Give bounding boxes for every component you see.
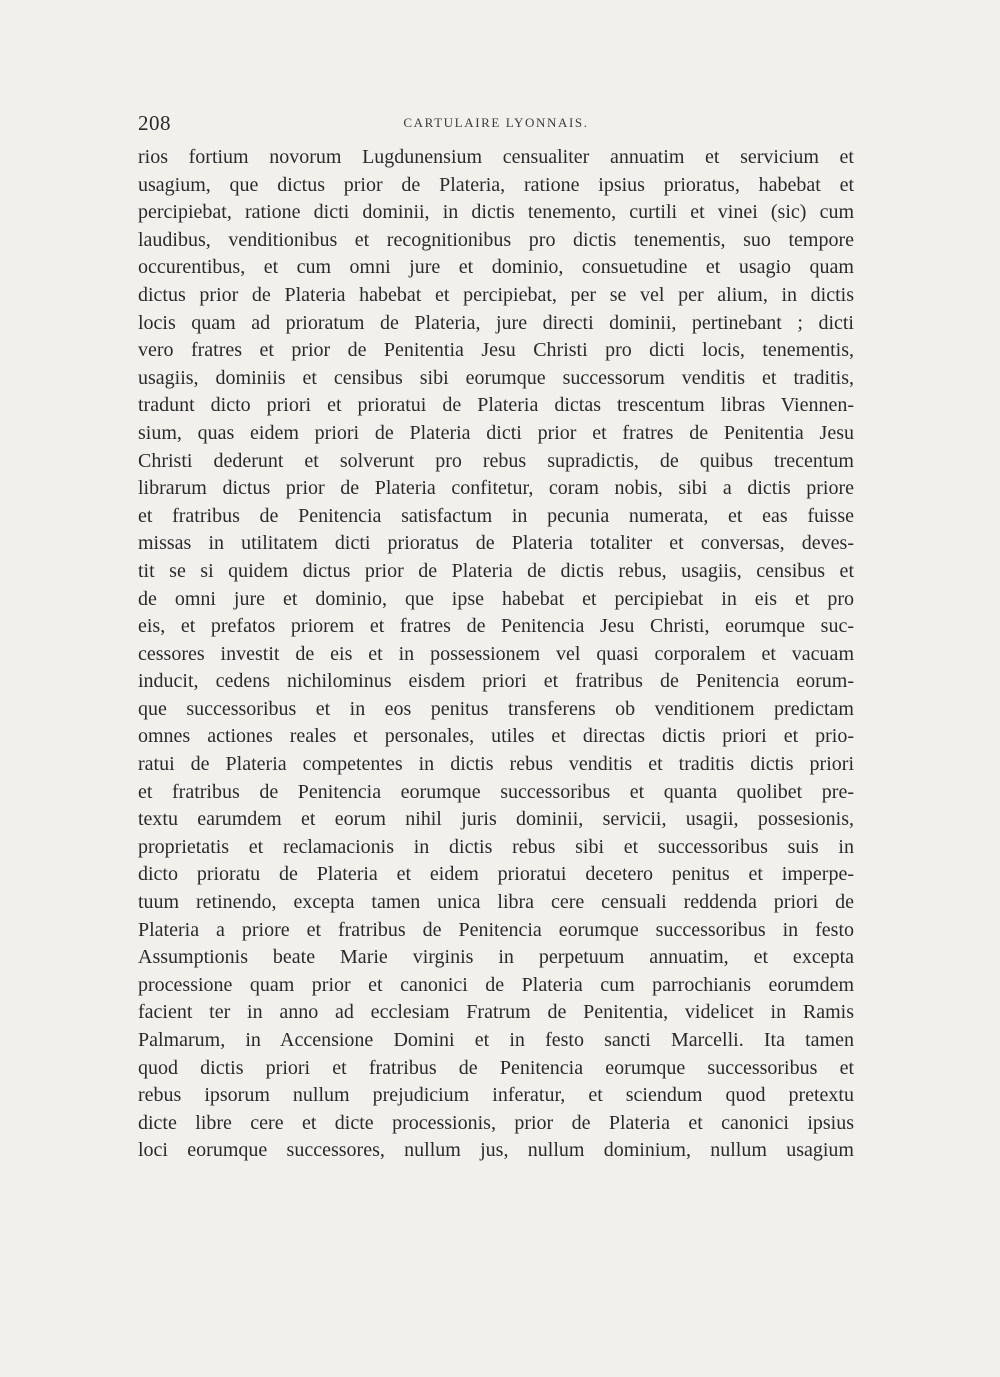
text-line: Palmarum, in Accensione Domini et in festo sancti Marcelli. Ita tamen	[138, 1029, 854, 1051]
text-line: librarum dictus prior de Plateria confitetur, coram nobis, sibi a dictis priore	[138, 477, 854, 500]
running-title: CARTULAIRE LYONNAIS.	[403, 115, 589, 130]
text-line: que successoribus et in eos penitus transferens ob venditionem predictam	[138, 697, 854, 720]
text-line: Assumptionis beate Marie virginis in perpetuum annuatim, et excepta	[138, 946, 854, 969]
text-line: et fratribus de Penitencia satisfactum in pecunia numerata, et eas fuisse	[138, 504, 854, 527]
text-line: inducit, cedens nichilominus eisdem priori et fratribus de Penitencia eorum-	[138, 670, 854, 693]
text-line: dicte libre cere et dicte processionis, prior de Plateria et canonici ipsius	[138, 1111, 854, 1134]
text-line: tuum retinendo, excepta tamen unica libra cere censuali reddenda priori de	[138, 891, 854, 914]
text-line: dictus prior de Plateria habebat et percipiebat, per se vel per alium, in dictis	[138, 283, 854, 306]
text-line: locis quam ad prioratum de Plateria, jure directi dominii, pertinebant ; dicti	[138, 311, 854, 334]
text-line: et fratribus de Penitencia eorumque successoribus et quanta quolibet pre-	[138, 780, 854, 803]
text-line: laudibus, venditionibus et recognitionibus pro dictis tenementis, suo tempore	[138, 228, 854, 251]
text-line: vero fratres et prior de Penitentia Jesu Christi pro dicti locis, tenementis,	[138, 339, 854, 362]
text-line: proprietatis et reclamacionis in dictis rebus sibi et successoribus suis in	[138, 835, 854, 858]
text-line: percipiebat, ratione dicti dominii, in dictis tenemento, curtili et vinei (sic) cum	[138, 201, 854, 224]
text-line: rios fortium novorum Lugdunensium censualiter annuatim et servicium et	[138, 146, 854, 168]
text-line: missas in utilitatem dicti prioratus de Plateria totaliter et conversas, deves-	[138, 532, 854, 555]
text-line: textu earumdem et eorum nihil juris dominii, servicii, usagii, possesionis,	[138, 808, 854, 831]
text-line: tit se si quidem dictus prior de Plateria de dictis rebus, usagiis, censibus et	[138, 559, 854, 582]
text-line: tradunt dicto priori et prioratui de Plateria dictas trescentum libras Viennen-	[138, 394, 854, 417]
text-line: Plateria a priore et fratribus de Penitencia eorumque successoribus in festo	[138, 918, 854, 941]
text-line: loci eorumque successores, nullum jus, nullum dominium, nullum usagium	[138, 1139, 854, 1162]
page-number: 208	[138, 111, 171, 135]
text-line: Christi dederunt et solverunt pro rebus supradictis, de quibus trecentum	[138, 449, 854, 472]
text-line: usagiis, dominiis et censibus sibi eorumque successorum venditis et traditis,	[138, 366, 854, 389]
text-line: ratui de Plateria competentes in dictis rebus venditis et traditis dictis priori	[138, 753, 854, 776]
text-line: omnes actiones reales et personales, utiles et directas dictis priori et prio-	[138, 725, 854, 748]
running-head	[138, 108, 854, 138]
text-line: processione quam prior et canonici de Plateria cum parrochianis eorumdem	[138, 973, 854, 996]
text-line: de omni jure et dominio, que ipse habebat et percipiebat in eis et pro	[138, 587, 854, 610]
text-line: occurentibus, et cum omni jure et dominio, consuetudine et usagio quam	[138, 256, 854, 279]
text-line: facient ter in anno ad ecclesiam Fratrum de Penitentia, videlicet in Ramis	[138, 1001, 854, 1024]
body-text	[138, 144, 854, 1165]
text-line: quod dictis priori et fratribus de Penitencia eorumque successoribus et	[138, 1056, 854, 1079]
text-line: sium, quas eidem priori de Plateria dicti prior et fratres de Penitentia Jesu	[138, 421, 854, 444]
text-line: usagium, que dictus prior de Plateria, ratione ipsius prioratus, habebat et	[138, 173, 854, 196]
text-line: rebus ipsorum nullum prejudicium inferatur, et sciendum quod pretextu	[138, 1084, 854, 1107]
text-line: dicto prioratu de Plateria et eidem prioratui decetero penitus et imperpe-	[138, 863, 854, 886]
text-line: eis, et prefatos priorem et fratres de Penitencia Jesu Christi, eorumque suc-	[138, 615, 854, 638]
text-line: cessores investit de eis et in possessionem vel quasi corporalem et vacuam	[138, 642, 854, 665]
